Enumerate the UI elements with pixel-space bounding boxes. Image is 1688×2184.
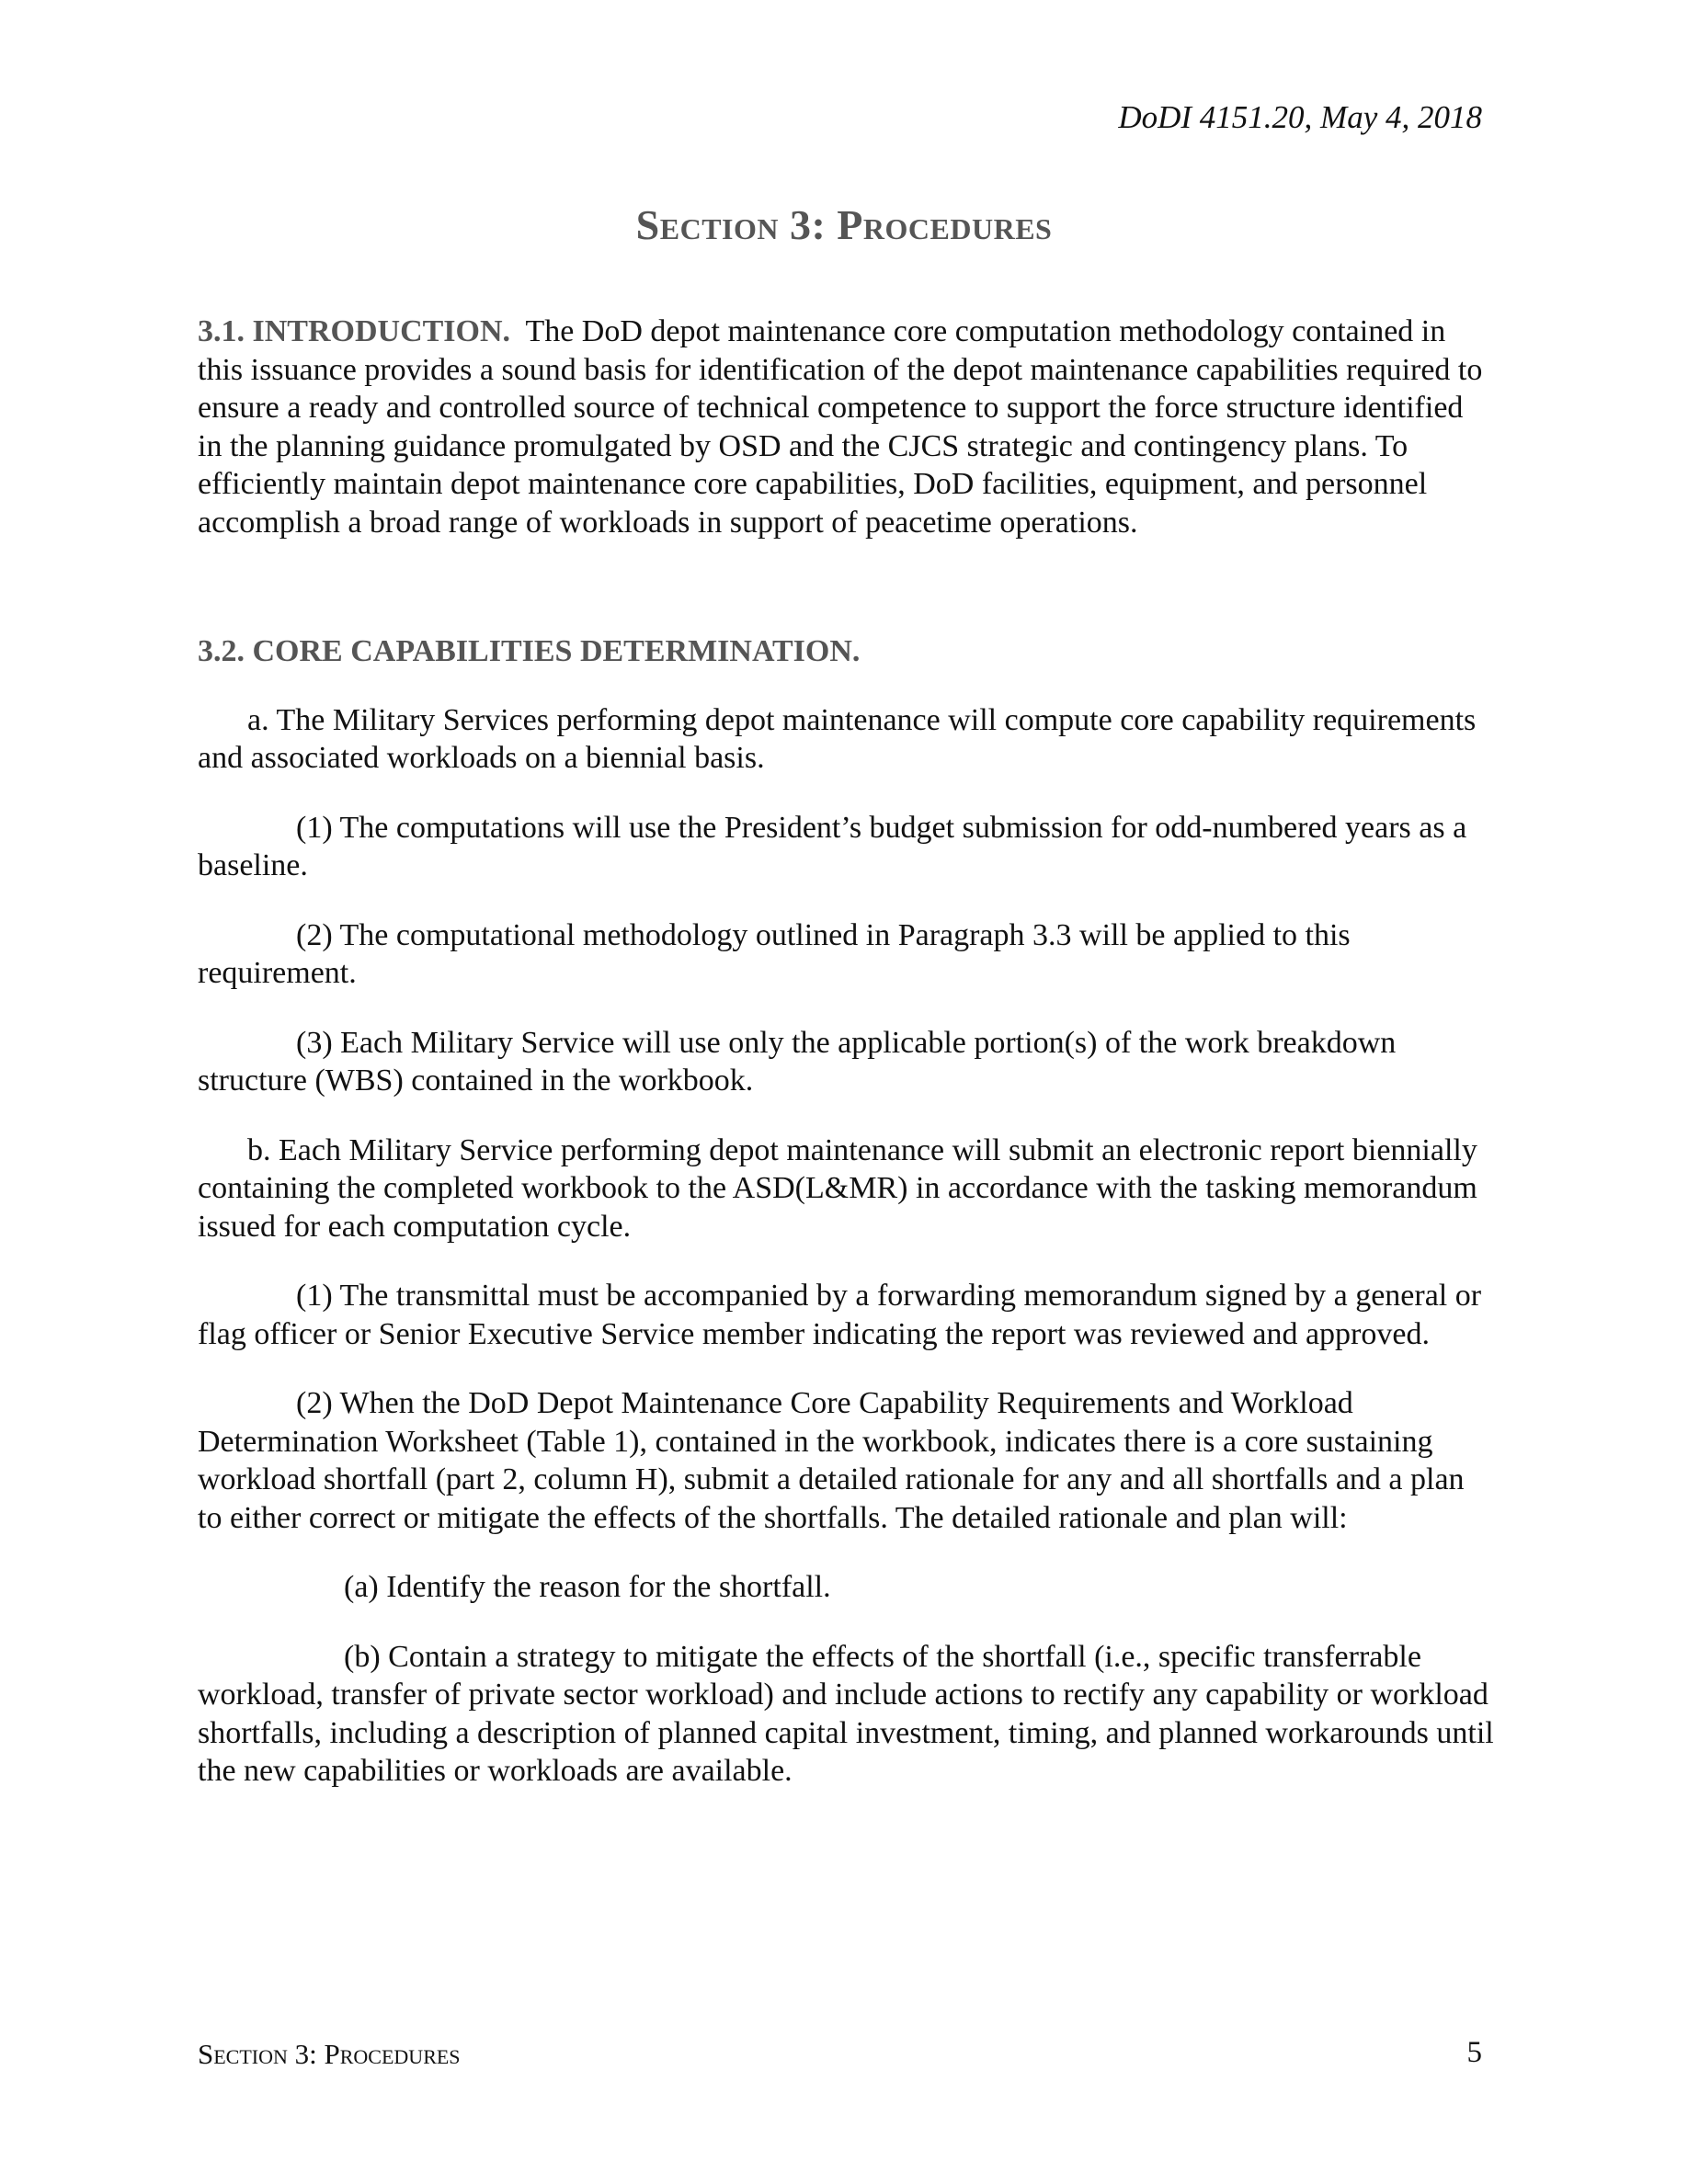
paragraph-3-2-heading: 3.2. CORE CAPABILITIES DETERMINATION. bbox=[198, 634, 861, 668]
footer-section-label: Section 3: Procedures bbox=[198, 2038, 461, 2070]
paragraph-3-2-b-1: (1) The transmittal must be accompanied by a forwarding memorandum signed by a general or flag officer or Senior Executive Service member indicating the report was reviewed and approved. bbox=[198, 1279, 1482, 1351]
paragraph-3-2-b-2-a: (a) Identify the reason for the shortfall. bbox=[344, 1570, 831, 1604]
paragraph-3-2-a: a. The Military Services performing depot maintenance will compute core capability requirements and associated workloads on a biennial basis. bbox=[198, 702, 1477, 775]
document-body bbox=[198, 313, 1494, 1791]
paragraph-3-1-text: The DoD depot maintenance core computation methodology contained in this issuance provides a sound basis for identification of the depot maintenance capabilities required to ensure a ready and controlled source of technical competence to support the force structure identified in the planning guidance promulgated by OSD and the CJCS strategic and contingency plans. To efficiently maintain depot maintenance core capabilities, DoD facilities, equipment, and personnel accomplish a broad range of workloads in support of peacetime operations. bbox=[198, 314, 1483, 540]
section-title: Section 3: Procedures bbox=[635, 201, 1053, 248]
paragraph-3-2-a-3: (3) Each Military Service will use only the applicable portion(s) of the work breakdown structure (WBS) contained in the workbook. bbox=[198, 1025, 1397, 1098]
paragraph-3-2-a-1: (1) The computations will use the President’s budget submission for odd-numbered years as a baseline. bbox=[198, 810, 1467, 882]
paragraph-3-1 bbox=[198, 313, 1494, 541]
document-reference: DoDI 4151.20, May 4, 2018 bbox=[1118, 99, 1482, 135]
paragraph-3-2-a-2: (2) The computational methodology outlined in Paragraph 3.3 will be applied to this requirement. bbox=[198, 917, 1351, 990]
page-number: 5 bbox=[1466, 2036, 1482, 2069]
paragraph-3-2-b-2: (2) When the DoD Depot Maintenance Core Capability Requirements and Workload Determination Worksheet (Table 1), contained in the workbook, indicates there is a core sustaining workload shortfall (part 2, column H), submit a detailed rationale for any and all shortfalls and a plan to either correct or mitigate the effects of the shortfalls. The detailed rationale and plan will: bbox=[198, 1386, 1465, 1535]
paragraph-3-2-b-2-b: (b) Contain a strategy to mitigate the effects of the shortfall (i.e., specific transferrable workload, transfer of private sector workload) and include actions to rectify any capability or workload shortfalls, including a description of planned capital investment, timing, and planned workarounds until the new capabilities or workloads are available. bbox=[198, 1639, 1494, 1788]
paragraph-3-1-heading: 3.1. INTRODUCTION. bbox=[198, 314, 511, 348]
paragraph-3-2-b: b. Each Military Service performing depot maintenance will submit an electronic report biennially containing the completed workbook to the ASD(L&MR) in accordance with the tasking memorandum issued for each computation cycle. bbox=[198, 1132, 1477, 1244]
